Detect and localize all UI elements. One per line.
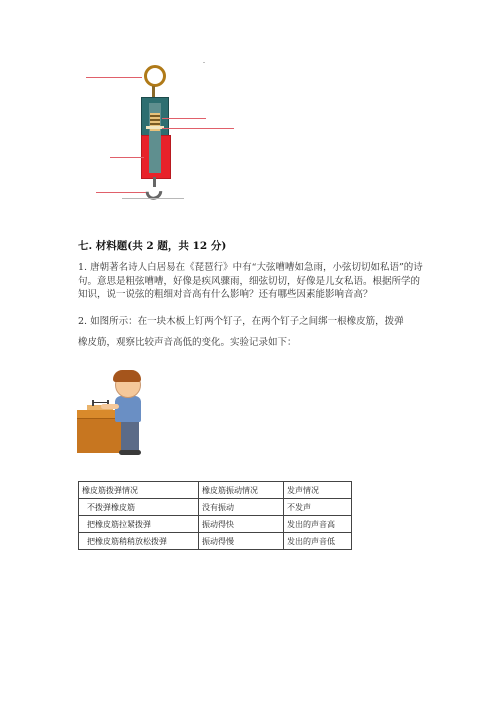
table-header-cell: 橡皮筋振动情况 <box>199 482 284 499</box>
boy-shirt <box>115 396 141 422</box>
boy-shoes <box>119 450 141 455</box>
section-heading: 七. 材料题(共 2 题，共 12 分) <box>78 240 227 252</box>
question-2-line-2: 橡皮筋，观察比较声音高低的变化。实验记录如下： <box>78 337 297 348</box>
table-cell: 不发声 <box>284 499 352 516</box>
table-cell: 发出的声音高 <box>284 516 352 533</box>
boy-hair <box>113 370 141 382</box>
nail <box>92 400 94 406</box>
label-line-hook <box>96 192 146 193</box>
label-line-spring <box>162 118 206 119</box>
experiment-record-table <box>78 481 352 550</box>
table-header-cell: 橡皮筋拨弹情况 <box>79 482 199 499</box>
label-line-base <box>122 198 184 199</box>
table-cell: 把橡皮筋拉紧拨弹 <box>79 516 199 533</box>
table-row <box>79 499 352 516</box>
question-1: 1. 唐朝著名诗人白居易在《琵琶行》中有“大弦嘈嘈如急雨，小弦切切如私语”的诗句。意思是粗弦嘈嘈，好像是疾风骤雨，细弦切切，好像是儿女私语。根据所学的知识，说一说弦的粗细对音高有什么影响？还有哪些因素能影响音高？ <box>78 262 423 301</box>
table-cell: 不拨弹橡皮筋 <box>79 499 199 516</box>
table-cell: 没有振动 <box>199 499 284 516</box>
scale-ring <box>144 65 166 87</box>
table-row <box>79 516 352 533</box>
table-header-cell: 发声情况 <box>284 482 352 499</box>
table-cell: 把橡皮筋稍稍放松拨弹 <box>79 533 199 550</box>
figure-mark: - <box>203 59 206 66</box>
table-cell: 振动得慢 <box>199 533 284 550</box>
question-2-line-1: 2. 如图所示：在一块木板上钉两个钉子，在两个钉子之间绑一根橡皮筋，拨弹 <box>78 316 404 327</box>
table-cell: 振动得快 <box>199 516 284 533</box>
desk <box>77 418 123 453</box>
boy-legs <box>121 422 139 450</box>
table-header-row <box>79 482 352 499</box>
label-line-ring <box>86 77 142 78</box>
rubber-band-experiment-illustration <box>77 370 145 456</box>
label-line-casing <box>110 157 144 158</box>
table-cell: 发出的声音低 <box>284 533 352 550</box>
table-row <box>79 533 352 550</box>
rubber-band <box>93 402 107 403</box>
boy-arm <box>101 404 119 409</box>
label-line-pointer <box>162 128 234 129</box>
